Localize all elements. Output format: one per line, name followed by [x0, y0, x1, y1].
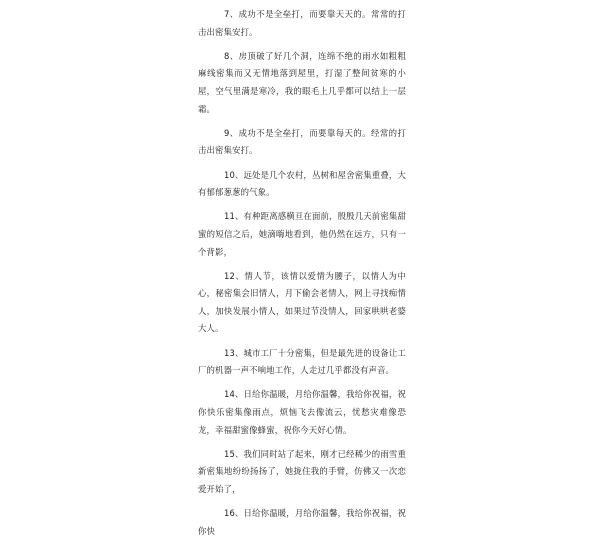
text-column	[198, 6, 406, 547]
paragraph-9: 9、成功不是全垒打，而要靠每天的。经常的打击出密集安打。	[198, 127, 406, 156]
paragraph-11: 11、有种距离感横亘在面前，殷殷几天前密集甜蜜的短信之后，她滴嗨地看到，他仍然在远方，只有一个背影，	[198, 211, 406, 257]
paragraph-8: 8、房顶破了好几个洞，连绵不绝的雨水如粗粗麻线密集而又无情地落到屋里，打湿了整间贫寒的小屋，空气里满是寒冷，我的眼毛上几乎都可以结上一层霜。	[198, 50, 406, 114]
paragraph-16: 16、日给你温暖，月给你温馨，我给你祝福，祝你快	[198, 508, 406, 536]
paragraph-15: 15、我们同时站了起来，刚才已经稀少的雨雪重新密集地纷纷扬扬了，她拢住我的手臂，仿佛又一次恋爱开始了，	[198, 448, 406, 494]
paragraph-13: 13、城市工厂十分密集，但是最先进的设备让工厂的机器一声不响地工作，人走过几乎都没有声音。	[198, 347, 406, 376]
paragraph-14: 14、日给你温暖，月给你温馨，我给你祝福，祝你快乐密集像雨点，烦恼飞去像流云，忧愁灾难像恐龙，幸福甜蜜像蜂蜜，祝你今天好心情。	[198, 389, 406, 435]
paragraph-12: 12、情人节，该情以爱情为腰子，以情人为中心，秘密集会旧情人，月下偷会老情人，网上寻找痴情人，加快发展小情人，如果过节没情人，回家哄哄老婆大人。	[198, 270, 406, 334]
paragraph-10: 10、远处是几个农村，丛树和屋舍密集重叠，大有郁郁葱葱的气象。	[198, 169, 406, 198]
paragraph-7: 7、成功不是全垒打，而要靠天天的。常常的打击出密集安打。	[198, 9, 406, 37]
